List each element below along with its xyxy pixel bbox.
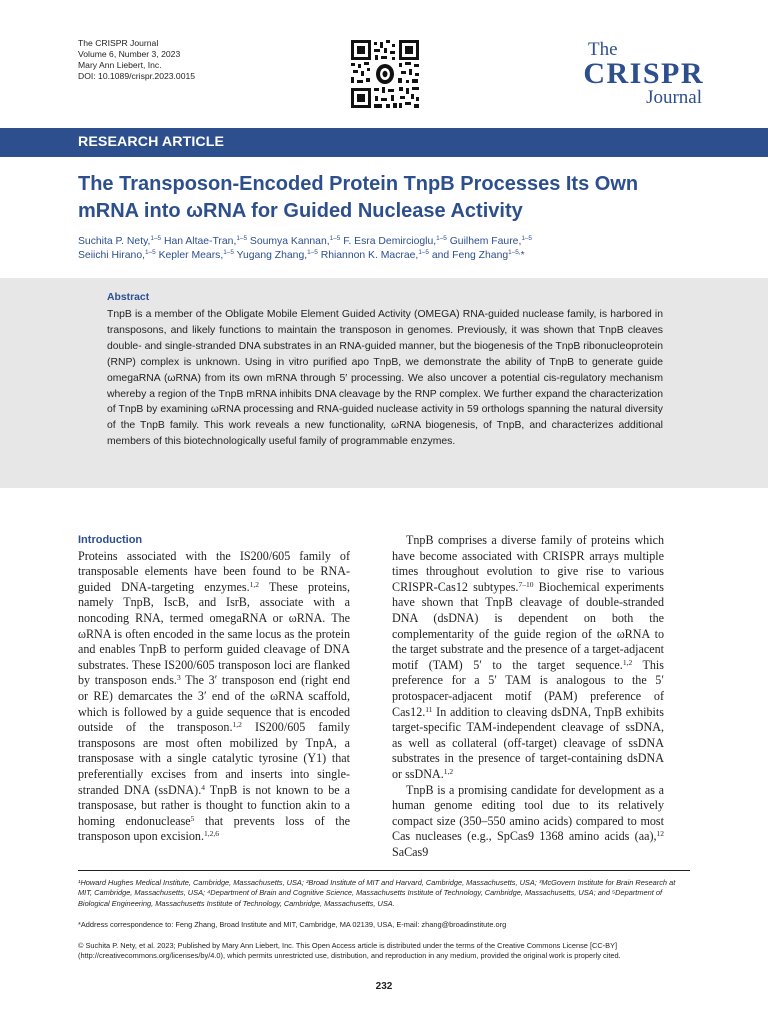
citation-superscript: 5 — [190, 813, 195, 823]
article-title-line: The Transposon-Encoded Protein TnpB Processes Its Own — [78, 173, 639, 195]
journal-name: The CRISPR Journal — [78, 38, 159, 48]
author-name: and Feng Zhang — [431, 250, 509, 261]
citation-superscript: 12 — [656, 829, 664, 839]
section-banner-label: RESEARCH ARTICLE — [78, 134, 225, 150]
body-column-left — [78, 533, 350, 845]
publisher: Mary Ann Liebert, Inc. — [78, 60, 162, 70]
paragraph: TnpB comprises a diverse family of proteins which have become associated with CRISPR arrays multiple times throughout evolution to give rise to various CRISPR-Cas12 subtypes.$^{7-10}$ Biochemical experiments have shown that TnpB cleavage of double-stranded DNA (dsDNA) is dependent on both the complementarity of the guide region of the ωRNA to the target substrate and the presence of a target-adjacent motif (TAM) 5′ to the target sequence.$^{1,2}$ This preference for a 5′ TAM is analogous to the 5′ protospacer-adjacent motif (PAM) preference of Cas12.11 In addition to cleaving dsDNA, TnpB exhibits target-specific TAM-independent cleavage of ssDNA, as well as collateral (off-target) cleavage of ssDNA substrates in the presence of target-containing dsDNA or ssDNA.$^{1,2}$ — [392, 533, 664, 781]
license-footnote: © Suchita P. Nety, et al. 2023; Published by Mary Ann Liebert, Inc. This Open Access article is distributed under the terms of the Creative Commons License [CC-BY] (http://creativecommons.org/licenses/by/4.0), which permits unrestricted use, distribution, and reproduction in any medium, provided the original work is properly cited. — [78, 941, 621, 961]
logo-crispr: CRISPR — [583, 57, 704, 90]
author-name: Suchita P. Nety, — [78, 236, 151, 247]
paragraph: TnpB is a promising candidate for development as a human genome editing tool due to its relatively compact size (350–550 amino acids) compared to most Cas nucleases (e.g., SpCas9 1368 amino acids (aa),$^{12}$ SaCas9 — [392, 782, 664, 859]
body-column-right — [392, 533, 664, 860]
affiliation-superscript: 1–5 — [150, 235, 162, 242]
citation-superscript: 1,2 — [622, 657, 633, 667]
abstract-panel — [0, 278, 768, 488]
page-number: 232 — [375, 981, 393, 992]
footnote-divider — [78, 870, 690, 871]
affiliation-superscript: 1–5 — [418, 249, 429, 256]
affiliations-footnote: ¹Howard Hughes Medical Institute, Cambridge, Massachusetts, USA; ²Broad Institute of MIT and Harvard, Cambridge, Massachusetts, USA; ³McGovern Institute for Brain Research at MIT, Cambridge, Massachusetts, USA; ⁴Department of Brain and Cognitive Science, Massachusetts Institute of Technology, Cambridge, Massachusetts, USA; and ⁵Department of Biological Engineering, Massachusetts Institute of Technology, Cambridge, Massachusetts, USA. — [78, 878, 676, 908]
abstract-heading: Abstract — [107, 292, 150, 303]
journal-logo — [554, 40, 704, 108]
author-name: Seiichi Hirano, — [78, 250, 145, 261]
affiliation-superscript: 1–5 — [145, 249, 156, 256]
affiliation-superscript: 1–5 — [521, 235, 532, 242]
author-name: Guilhem Faure, — [449, 236, 522, 247]
author-list — [78, 235, 698, 263]
affiliation-superscript: 1–5 — [236, 235, 248, 242]
citation-superscript: 3 — [176, 673, 181, 683]
affiliation-superscript: 1–5 — [307, 249, 318, 256]
author-name: Yugang Zhang, — [236, 250, 308, 261]
author-name: Kepler Mears, — [158, 250, 224, 261]
citation-superscript: 1,2,6 — [203, 829, 219, 839]
journal-citation — [78, 38, 195, 82]
abstract-text: TnpB is a member of the Obligate Mobile Element Guided Activity (OMEGA) RNA-guided nuclease family, is harbored in transposons, and likely functions to maintain the transposon in genomes. Previously, it was shown that TnpB cleaves double- and single-stranded DNA substrates in an RNA-guided manner, but the biogenesis of the TnpB ribonucleoprotein (RNP) complex is unknown. Using in vitro purified apo TnpB, we demonstrate the ability of TnpB to generate guide omegaRNA (ωRNA) from its own mRNA through 5′ processing. We also uncover a potential cis-regulatory mechanism whereby a region of the TnpB mRNA inhibits DNA cleavage by the RNP complex. We further expand the characterization of TnpB by examining ωRNA processing and RNA-guided nuclease activity in 59 orthologs spanning the natural diversity of the TnpB family. This work reveals a new functionality, ωRNA biogenesis, of TnpB, and characterizes additional members of this biotechnologically useful family of programmable enzymes. — [107, 309, 663, 448]
author-name: Rhiannon K. Macrae, — [320, 250, 419, 261]
doi: DOI: 10.1089/crispr.2023.0015 — [78, 71, 196, 81]
section-banner — [0, 128, 768, 157]
paragraph: Proteins associated with the IS200/605 family of transposable elements have been found to be RNA-guided DNA-targeting enzymes.$^{1,2}$ These proteins, namely TnpB, IscB, and IsrB, associate with a noncoding RNA, termed omegaRNA or ωRNA. The ωRNA is often encoded in the same locus as the protein and enables TnpB to perform guided cleavage of DNA substrates. These IS200/605 transposon loci are flanked by transposon ends.$^3$ The 3′ transposon end (right end or RE) demarcates the 3′ end of the ωRNA scaffold, which is followed by a guide sequence that is encoded outside of the transposon.$^{1,2}$ IS200/605 family transposons are most often mobilized by TnpA, a transposase with a single catalytic tyrosine (Y1) that preferentially excises from and inserts into single-stranded DNA (ssDNA).$^4$ TnpB is not known to be a transposase, but rather is thought to function akin to a homing endonuclease$^5$ that prevents loss of the transposon upon excision.$^{1,2,6}$ — [78, 548, 351, 844]
citation-superscript: 7–10 — [518, 579, 534, 589]
article-title — [78, 171, 698, 225]
affiliation-superscript: 1–5 — [223, 249, 234, 256]
author-name: Soumya Kannan, — [249, 236, 330, 247]
article-title-line: mRNA into ωRNA for Guided Nuclease Activity — [78, 200, 523, 222]
correspondence-footnote: *Address correspondence to: Feng Zhang, Broad Institute and MIT, Cambridge, MA 02139, USA, E-mail: zhang@broadinstitute.org — [78, 920, 507, 929]
logo-the: The — [588, 39, 618, 60]
citation-superscript: 1,2 — [443, 766, 454, 776]
affiliation-superscript: 1–5, — [508, 249, 521, 256]
citation-superscript: 1,2 — [232, 720, 242, 730]
logo-journal: Journal — [646, 87, 702, 108]
affiliation-superscript: 1–5 — [329, 235, 341, 242]
affiliation-superscript: 1–5 — [436, 235, 447, 242]
qr-code-icon — [351, 40, 419, 108]
journal-volume: Volume 6, Number 3, 2023 — [78, 49, 181, 59]
author-name: F. Esra Demircioglu, — [343, 236, 437, 247]
citation-superscript: 4 — [201, 782, 205, 792]
citation-superscript: 1,2 — [249, 579, 259, 589]
section-heading: Introduction — [78, 534, 143, 546]
citation-superscript: 11 — [425, 704, 433, 714]
author-name: Han Altae-Tran, — [163, 236, 237, 247]
corresponding-author-mark: * — [520, 250, 525, 261]
